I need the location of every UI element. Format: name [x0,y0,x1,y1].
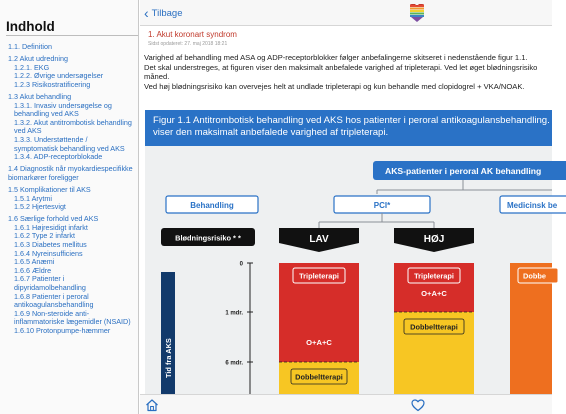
toc-item[interactable]: 1.2 Akut udredning [8,54,68,64]
toc-item[interactable]: 1.6.6 Ældre [14,265,52,275]
medicinsk-label: Medicinsk be [507,201,558,210]
toc-item[interactable]: 1.3.3. Understøttende / symptomatisk behandling ved AKS [14,134,125,153]
figure-caption [145,110,566,146]
figure-1-1 [145,110,566,394]
toc-item[interactable]: 1.1. Definition [8,42,52,51]
hoj-tripleterapi-label: Tripleterapi [414,271,454,281]
body-text [144,53,552,91]
lav-dobbeltterapi-label: Dobbeltterapi [295,372,343,382]
toc-item[interactable]: 1.6.2 Type 2 infarkt [14,231,75,241]
bleeding-risk-label: Blødningsrisiko * * [175,233,241,243]
heart-outline-icon[interactable] [410,397,426,413]
medicinsk-dobbe-label: Dobbe [523,271,546,281]
toc-item[interactable]: 1.4 Diagnostik når myokardiespecifikke biomarkører foreligger [8,164,133,182]
section-header [148,30,237,47]
tick-label-1-month: 1 mdr. [225,310,243,317]
toc-item[interactable]: 1.2.1. EKG [14,62,50,72]
toc-item[interactable]: 1.6.3 Diabetes mellitus [14,239,87,249]
home-icon[interactable] [144,397,160,413]
treatment-flowchart [145,146,558,394]
hoj-label: HØJ [423,234,445,245]
toc-item[interactable]: 1.6 Særlige forhold ved AKS [8,214,99,224]
heart-logo-icon [407,3,427,23]
toc-item[interactable]: 1.2.2. Øvrige undersøgelser [14,71,104,81]
toc-item[interactable]: 1.5.2 Hjertesvigt [14,202,66,212]
main-content [140,0,566,414]
toc-item[interactable]: 1.6.4 Nyreinsufficiens [14,248,83,258]
toc-item[interactable]: 1.2.3 Risikostratificering [14,79,91,89]
toc-item[interactable]: 1.3 Akut behandling [8,91,72,101]
toc-item[interactable]: 1.3.1. Invasiv undersøgelse og behandling ved AKS [14,100,112,119]
toc-item[interactable]: 1.3.2. Akut antitrombotisk behandling ved AKS [14,117,132,136]
chevron-left-icon: ‹ [144,5,149,21]
lav-label: LAV [309,234,329,245]
last-updated-text: Sidst opdateret: 27. maj 2018 18:21 [148,41,228,47]
figure-caption-line: Figur 1.1 Antitrombotisk behandling ved AKS hos patienter i peroral antikoagulansbehandling. Fig [153,115,566,126]
body-line: Varighed af behandling med ASA og ADP-receptorblokker følger anbefalingerne skitseret i nedenstående figur 1.1. [144,53,528,62]
body-line: Ved høj blødningsrisiko kan overvejes helt at undlade tripleterapi og kun behandle med clopidogrel + VKA/NOAK. [144,81,525,91]
sidebar [0,0,139,414]
sidebar-title: Indhold [6,19,55,34]
toc-item[interactable]: 1.6.1 Højresidigt infarkt [14,222,88,232]
body-line: måned. [144,72,170,82]
bottom-toolbar [140,394,552,414]
figure-caption-line: viser den maksimalt anbefalede varighed af tripleterapi. [153,126,389,138]
toc-item[interactable]: 1.6.10 Protonpumpe-hæmmer [14,325,111,335]
toc-item[interactable]: 1.3.4. ADP-receptorblokade [14,152,103,162]
toc-item[interactable]: 1.6.5 Anæmi [14,257,55,267]
hoj-dobbeltterapi-label: Dobbeltterapi [410,322,458,332]
back-button-label: Tilbage [151,7,183,19]
lav-oac-label: O+A+C [306,338,332,347]
back-button[interactable] [144,5,182,21]
hoj-oac-label: O+A+C [421,289,447,298]
behandling-label: Behandling [190,201,234,210]
lav-tripleterapi-label: Tripleterapi [299,271,339,281]
body-line: Det skal understreges, at figuren viser den maksimalt anbefalede varighed af tripleterapi. Ved let øget blødningsrisiko [144,62,538,72]
toc-item[interactable]: 1.5 Komplikationer til AKS [8,184,91,194]
tick-label-6-months: 6 mdr. [225,360,243,367]
toc-item[interactable]: 1.6.8 Patienter i peroral antikoagulansbehandling [14,291,94,310]
toc-item[interactable]: 1.6.7 Patienter i dipyridamolbehandling [14,274,86,292]
sidebar-divider [6,35,138,36]
tick-label-0: 0 [239,261,243,268]
time-axis-label: Tid fra AKS [164,338,173,378]
toc-item[interactable]: 1.5.1 Arytmi [14,193,52,203]
table-of-contents [0,43,138,336]
pci-label: PCI* [373,201,391,210]
top-navigation-bar [140,0,552,26]
section-title: 1. Akut koronart syndrom [148,30,237,39]
aks-patients-label: AKS-patienter i peroral AK behandling [385,166,542,176]
toc-item[interactable]: 1.6.9 Non-steroide anti-inflammatoriske lægemidler (NSAID) [14,308,131,327]
